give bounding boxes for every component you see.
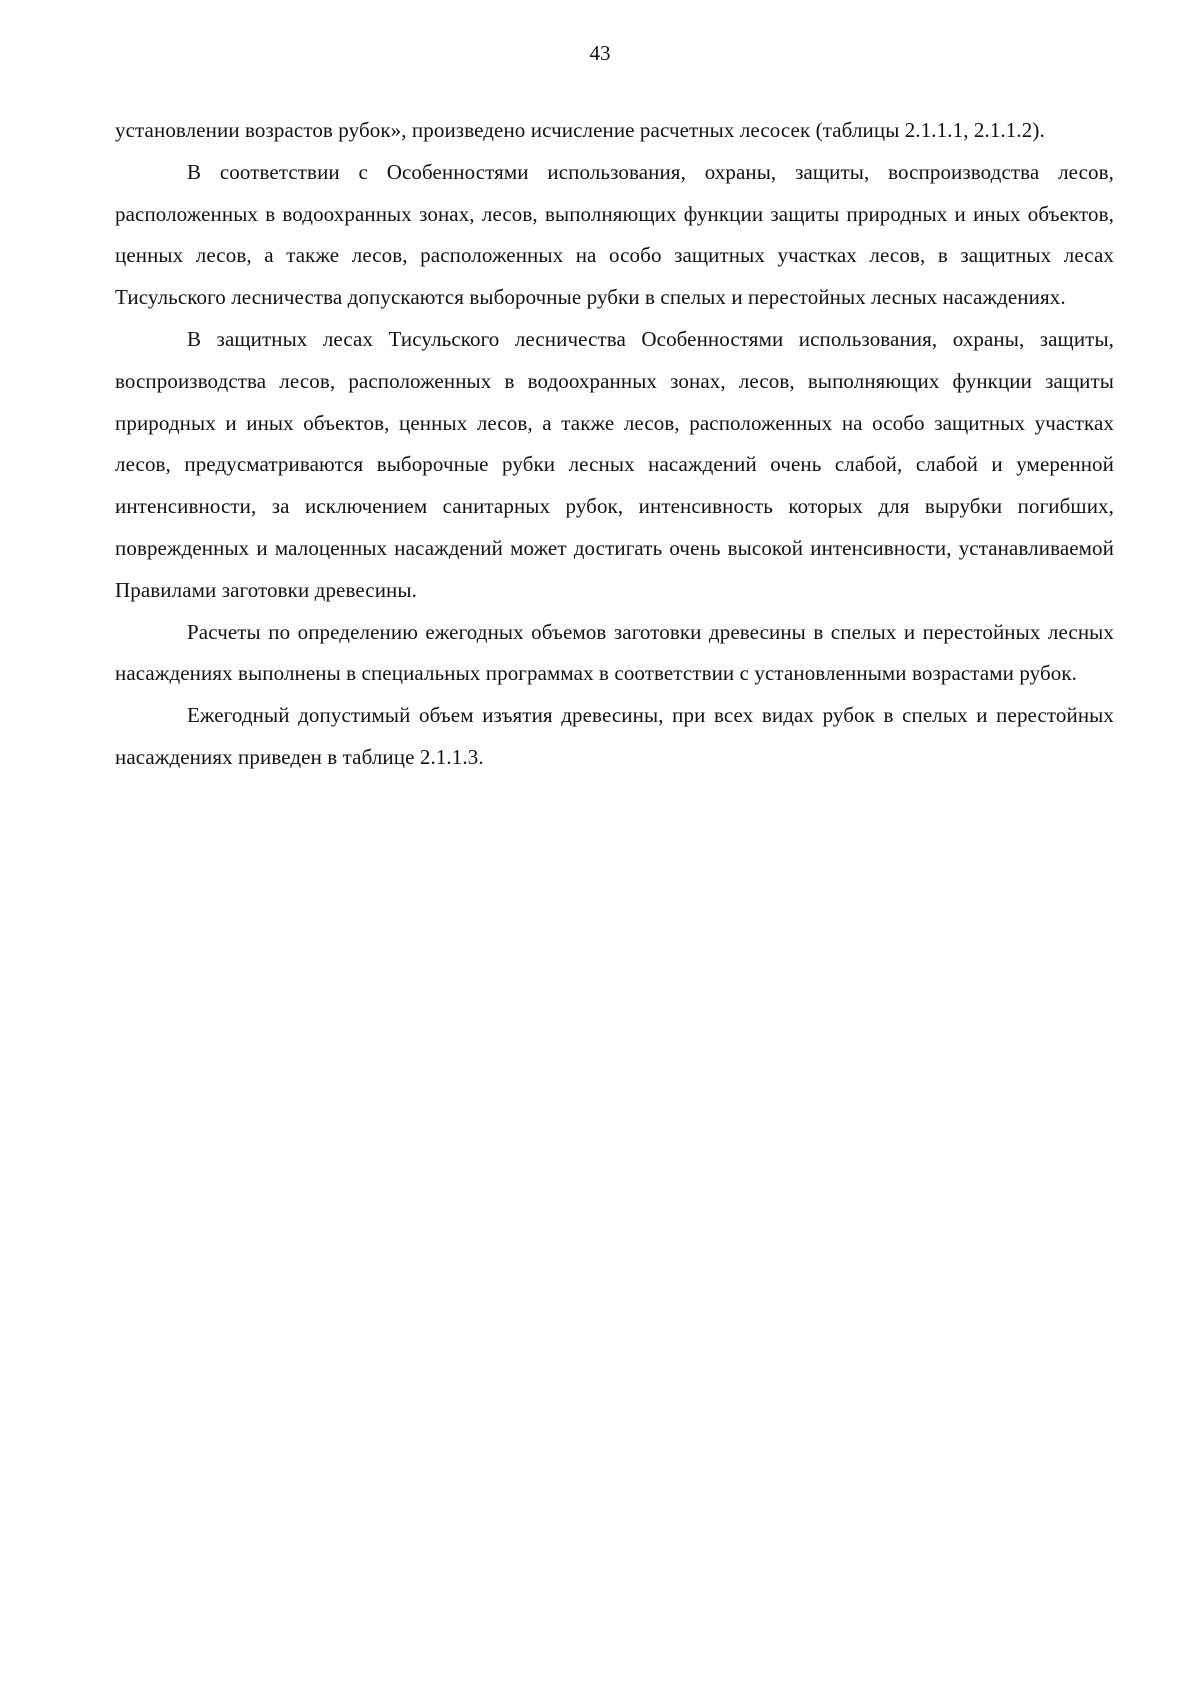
paragraph-selective-cutting: В соответствии с Особенностями использования, охраны, защиты, воспроизводства лесов, расположенных в водоохранных зонах, лесов, выполняющих функции защиты природных и иных объектов, ценных лесов, а также лесов, расположенных на особо защитных участках лесов, в защитных лесах Тисульского лесничества допускаются выборочные рубки в спелых и перестойных лесных насаждениях. [115,159,1114,310]
paragraph-cutting-intensity: В защитных лесах Тисульского лесничества Особенностями использования, охраны, защиты, воспроизводства лесов, расположенных в водоохранных зонах, лесов, выполняющих функции защиты природных и иных объектов, ценных лесов, а также лесов, расположенных на особо защитных участках лесов, предусматриваются выборочные рубки лесных насаждений очень слабой, слабой и умеренной интенсивности, за исключением санитарных рубок, интенсивность которых для вырубки погибших, поврежденных и малоценных насаждений может достигать очень высокой интенсивности, устанавливаемой Правилами заготовки древесины. [115,326,1114,602]
paragraph-annual-volume: Ежегодный допустимый объем изъятия древесины, при всех видах рубок в спелых и перестойных насаждениях приведен в таблице 2.1.1.3. [115,703,1114,769]
paragraph-calculations: Расчеты по определению ежегодных объемов заготовки древесины в спелых и перестойных лесных насаждениях выполнены в специальных программах в соответствии с установленными возрастами рубок. [115,619,1114,686]
paragraph-continuation: установлении возрастов рубок», произведено исчисление расчетных лесосек (таблицы 2.1.1.1, 2.1.1.2). [115,118,1045,142]
page-number: 43 [589,41,611,65]
document-body [115,110,1114,779]
